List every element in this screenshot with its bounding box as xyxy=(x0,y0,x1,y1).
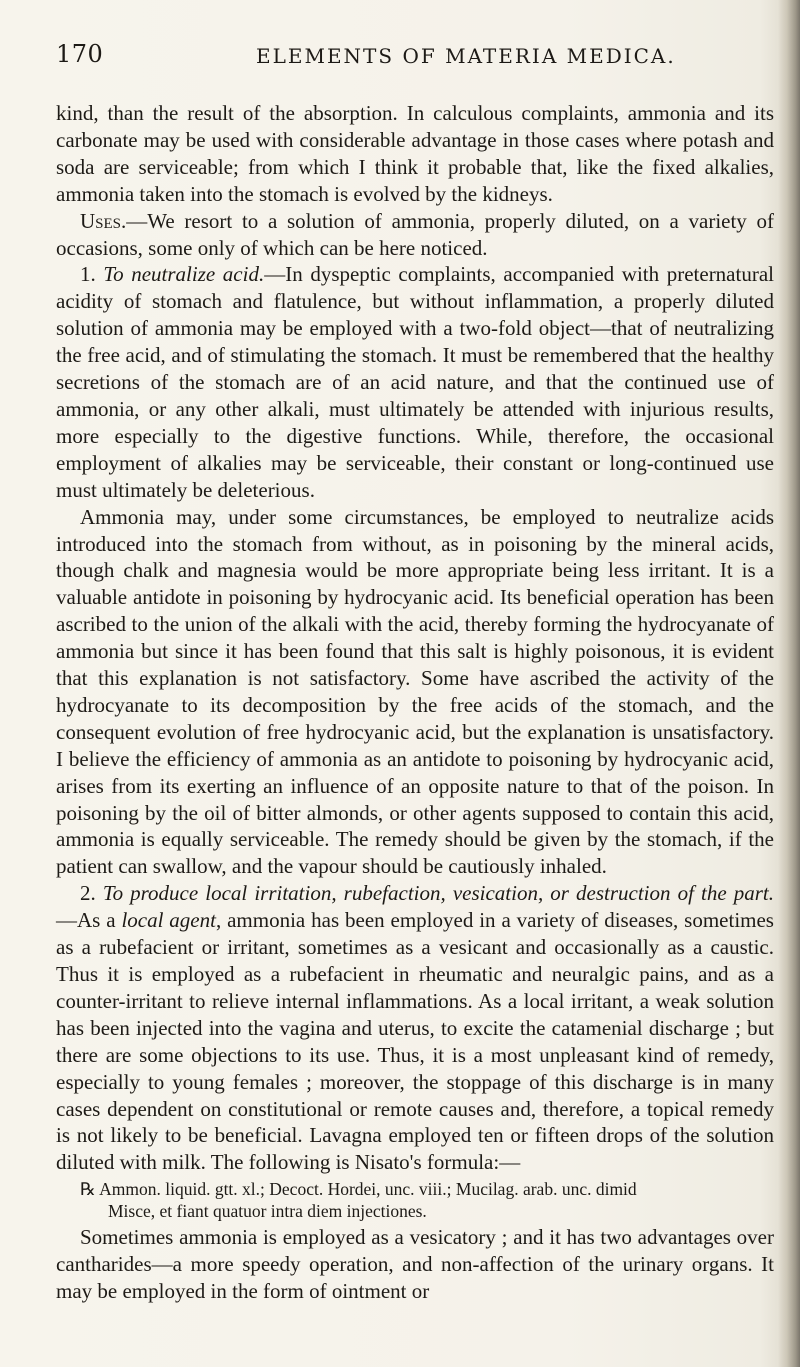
prescription-line-1: Ammon. liquid. gtt. xl.; Decoct. Hordei, unc. viii.; Mucilag. arab. unc. dimid xyxy=(99,1179,637,1200)
section-1-number: 1. xyxy=(80,262,96,287)
recipe-symbol: ℞ xyxy=(80,1179,96,1200)
section-2-local-agent: local agent xyxy=(121,908,216,933)
section-2-paragraph xyxy=(56,880,774,1176)
section-2-heading: To produce local irritation, rubefaction, vesication, or destruction of the part. xyxy=(102,881,774,906)
continuation-paragraph: kind, than the result of the absorption. In calculous complaints, ammonia and its carbonate may be used with considerable advantage in those cases where potash and soda are serviceable; from which I think it probable that, like the fixed alkalies, ammonia taken into the stomach is evolved by the kidneys. xyxy=(56,101,774,206)
uses-heading: Uses. xyxy=(80,208,127,233)
section-1-text: —In dyspeptic complaints, accompanied with preternatural acidity of stomach and flatulence, but without inflammation, a properly diluted solution of ammonia may be employed with a two-fold object—that of neutralizing the free acid, and of stimulating the stomach. It must be remembered that the healthy secretions of the stomach are of an acid nature, and that the continued use of ammonia, or any other alkali, must ultimately be attended with injurious results, more especially to the digestive functions. While, therefore, the occasional employment of alkalies may be serviceable, their constant or long-continued use must ultimately be deleterious. xyxy=(56,262,774,502)
section-2-number: 2. xyxy=(80,881,96,906)
prescription-line-2: Misce, et fiant quatuor intra diem injectiones. xyxy=(108,1201,427,1222)
binding-shadow xyxy=(778,0,800,1367)
section-2-text: , ammonia has been employed in a variety of diseases, sometimes as a rubefacient or irritant, sometimes as a vesicant and occasionally as a caustic. Thus it is employed as a rubefacient in rheumatic and neuralgic pains, and as a counter-irritant to relieve internal inflammations. As a local irritant, a weak solution has been injected into the vagina and uterus, to excite the catamenial discharge ; but there are some objections to its use. Thus, it is a most unpleasant kind of remedy, especially to young females ; moreover, the stoppage of this discharge is in many cases dependent on constitutional or remote causes and, therefore, a topical remedy is not likely to be beneficial. Lavagna employed ten or fifteen drops of the solution diluted with milk. The following is Nisato's formula:— xyxy=(56,908,774,1175)
page-header xyxy=(56,40,776,80)
section-1-paragraph-2: Ammonia may, under some circumstances, be employed to neutralize acids introduced into the stomach from without, as in poisoning by the mineral acids, though chalk and magnesia would be more appropriate being less irritant. It is a valuable antidote in poisoning by hydrocyanic acid. Its beneficial operation has been ascribed to the union of the alkali with the acid, thereby forming the hydrocyanate of ammonia but since it has been found that this salt is highly poisonous, it is evident that this explanation is not satisfactory. Some have ascribed the activity of the hydrocyanate to its decomposition by the free acids of the stomach, and the consequent evolution of free hydrocyanic acid, but the explanation is unsatisfactory. I believe the efficiency of ammonia as an antidote to poisoning by hydrocyanic acid, arises from its exerting an influence of an opposite nature to that of the poison. In poisoning by the oil of bitter almonds, or other agents supposed to contain this acid, ammonia is equally serviceable. The remedy should be given by the stomach, if the patient can swallow, and the vapour should be cautiously inhaled. xyxy=(56,504,774,879)
section-1-heading: To neutralize acid. xyxy=(103,262,265,287)
prescription-formula xyxy=(80,1178,774,1222)
section-1-paragraph xyxy=(56,261,774,503)
uses-text: —We resort to a solution of ammonia, properly diluted, on a variety of occasions, some only of which can be here noticed. xyxy=(56,208,774,260)
section-2-lead: —As a xyxy=(56,908,122,933)
page-number: 170 xyxy=(56,40,104,68)
uses-paragraph xyxy=(56,208,774,262)
closing-paragraph: Sometimes ammonia is employed as a vesicatory ; and it has two advantages over cantharides—a more speedy operation, and non-affection of the urinary organs. It may be employed in the form of ointment or xyxy=(56,1225,774,1304)
body-text xyxy=(56,100,774,1305)
running-title: ELEMENTS OF MATERIA MEDICA. xyxy=(256,44,676,68)
